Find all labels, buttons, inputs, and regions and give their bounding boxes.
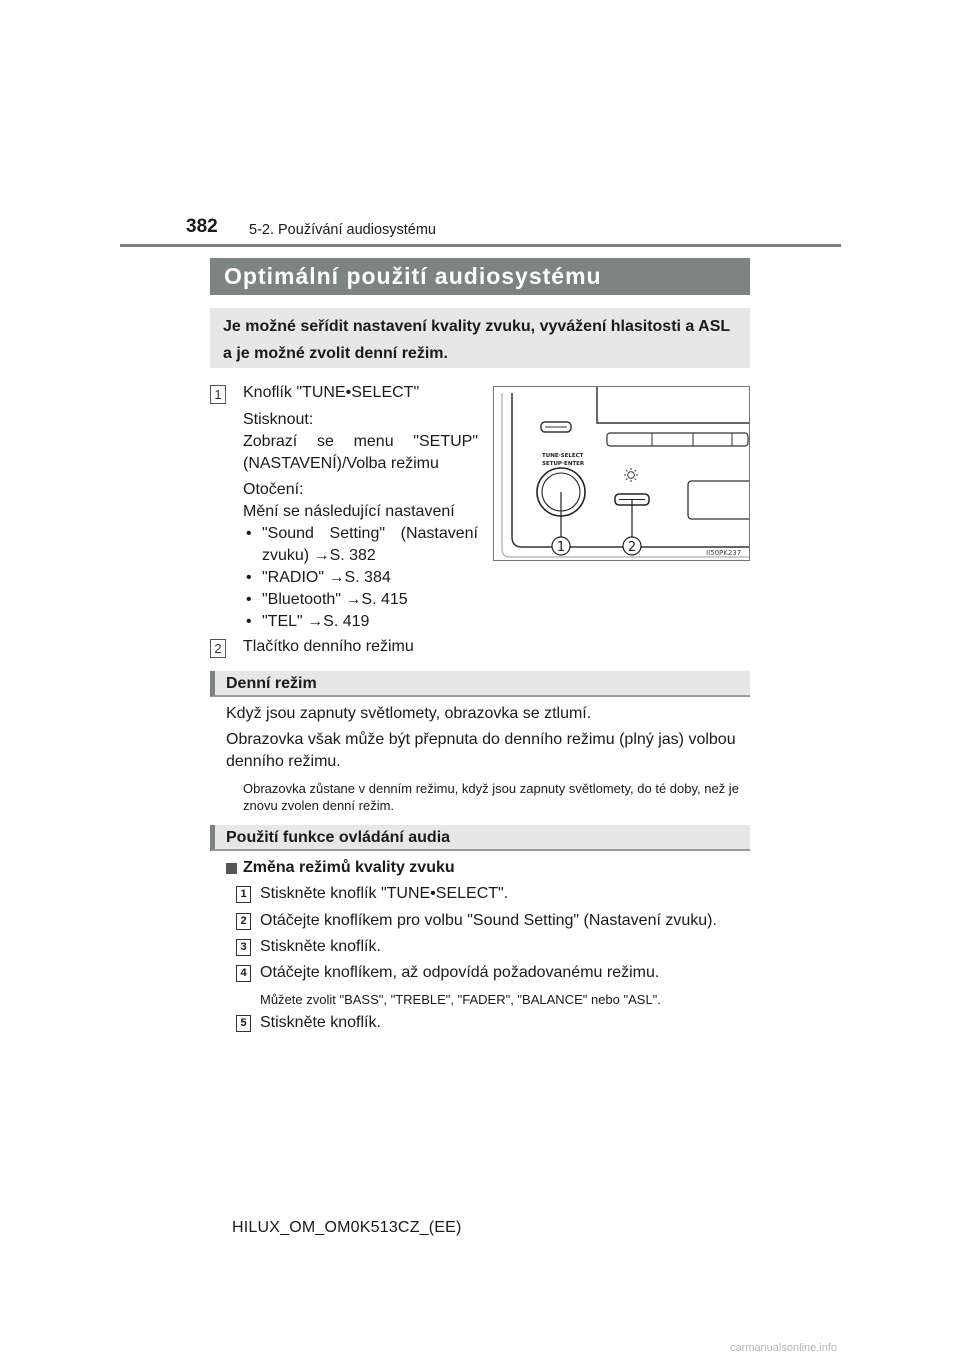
- list-item-text: zvuku) →S. 382: [262, 547, 376, 564]
- page-title: Optimální použití audiosystému: [210, 258, 750, 295]
- day-mode-button-label: Tlačítko denního režimu: [243, 638, 414, 655]
- watermark: carmanualsonline.info: [730, 1342, 838, 1354]
- step-row: [236, 1012, 381, 1034]
- day-mode-heading: Denní režim: [210, 671, 750, 697]
- knob-label-line-2: SETUP·ENTER: [542, 461, 585, 467]
- step-text: Otáčejte knoflíkem pro volbu "Sound Setting" (Nastavení zvuku).: [260, 912, 717, 929]
- header-divider: [120, 244, 841, 247]
- step-4-note: Můžete zvolit "BASS", "TREBLE", "FADER", "BALANCE" nebo "ASL".: [260, 992, 661, 1007]
- figure-callout-2: 2: [627, 540, 637, 555]
- press-line-2: (NASTAVENÍ)/Volba režimu: [243, 455, 439, 472]
- audio-panel-illustration: [494, 387, 749, 560]
- step-text: Stiskněte knoflík.: [260, 938, 381, 955]
- step-text: Stiskněte knoflík "TUNE•SELECT".: [260, 885, 509, 902]
- list-item: • "Bluetooth" →S. 415: [246, 589, 478, 611]
- figure-callout-1: 1: [556, 540, 566, 555]
- list-item: • "RADIO" →S. 384: [246, 567, 478, 589]
- day-mode-paragraph-1: Když jsou zapnuty světlomety, obrazovka se ztlumí.: [226, 705, 592, 722]
- sound-quality-subheading-text: Změna režimů kvality zvuku: [243, 859, 455, 876]
- sun-icon: [624, 468, 638, 482]
- callout-badge: 1: [210, 385, 226, 404]
- audio-control-heading: Použití funkce ovládání audia: [210, 825, 750, 851]
- list-item: • "Sound Setting" (Nastavení: [246, 523, 478, 545]
- square-bullet-icon: [226, 863, 237, 874]
- callout-number-2: [210, 639, 226, 658]
- sound-quality-subheading: [226, 857, 455, 879]
- section-breadcrumb: 5-2. Používání audiosystému: [249, 222, 436, 238]
- document-code-footer: HILUX_OM_OM0K513CZ_(EE): [232, 1219, 462, 1236]
- list-item: • "TEL" →S. 419: [246, 611, 478, 633]
- step-number: 3: [236, 939, 251, 956]
- press-label: Stisknout:: [243, 411, 314, 428]
- list-item-text: "Bluetooth" →S. 415: [262, 591, 408, 608]
- step-row: [236, 936, 381, 958]
- list-item-text: "TEL" →S. 419: [262, 613, 370, 630]
- knob-label-line-1: TUNE·SELECT: [542, 453, 584, 459]
- page-number: 382: [186, 216, 218, 237]
- day-mode-note: Obrazovka zůstane v denním režimu, když jsou zapnuty světlomety, do té doby, než je znovu zvolen denní režim.: [243, 781, 739, 813]
- settings-list: [246, 523, 478, 633]
- step-text: Stiskněte knoflík.: [260, 1014, 381, 1031]
- list-item-continuation: [246, 545, 478, 567]
- step-number: 4: [236, 965, 251, 982]
- callout-badge: 2: [210, 639, 226, 658]
- step-number: 5: [236, 1015, 251, 1032]
- step-row: [236, 910, 717, 932]
- step-text: Otáčejte knoflíkem, až odpovídá požadovanému režimu.: [260, 964, 660, 981]
- intro-box: Je možné seřídit nastavení kvality zvuku, vyvážení hlasitosti a ASL a je možné zvolit denní režim.: [210, 308, 750, 368]
- knob-label: Knoflík "TUNE•SELECT": [243, 384, 420, 401]
- step-row: [236, 883, 508, 905]
- turn-label: Otočení:: [243, 481, 304, 498]
- day-mode-paragraph-2: Obrazovka však může být přepnuta do denního režimu (plný jas) volbou denního režimu.: [226, 731, 736, 770]
- callout-number-1: [210, 385, 226, 404]
- press-line-1: Zobrazí se menu "SETUP": [243, 433, 478, 450]
- figure-code: II50PK237: [706, 549, 742, 557]
- audio-panel-figure: [493, 386, 750, 561]
- list-item-text: "RADIO" →S. 384: [262, 569, 391, 586]
- step-row: [236, 962, 659, 984]
- turn-text: Mění se následující nastavení: [243, 503, 455, 520]
- list-item-text: "Sound Setting" (Nastavení: [262, 525, 478, 542]
- step-number: 1: [236, 886, 251, 903]
- step-number: 2: [236, 913, 251, 930]
